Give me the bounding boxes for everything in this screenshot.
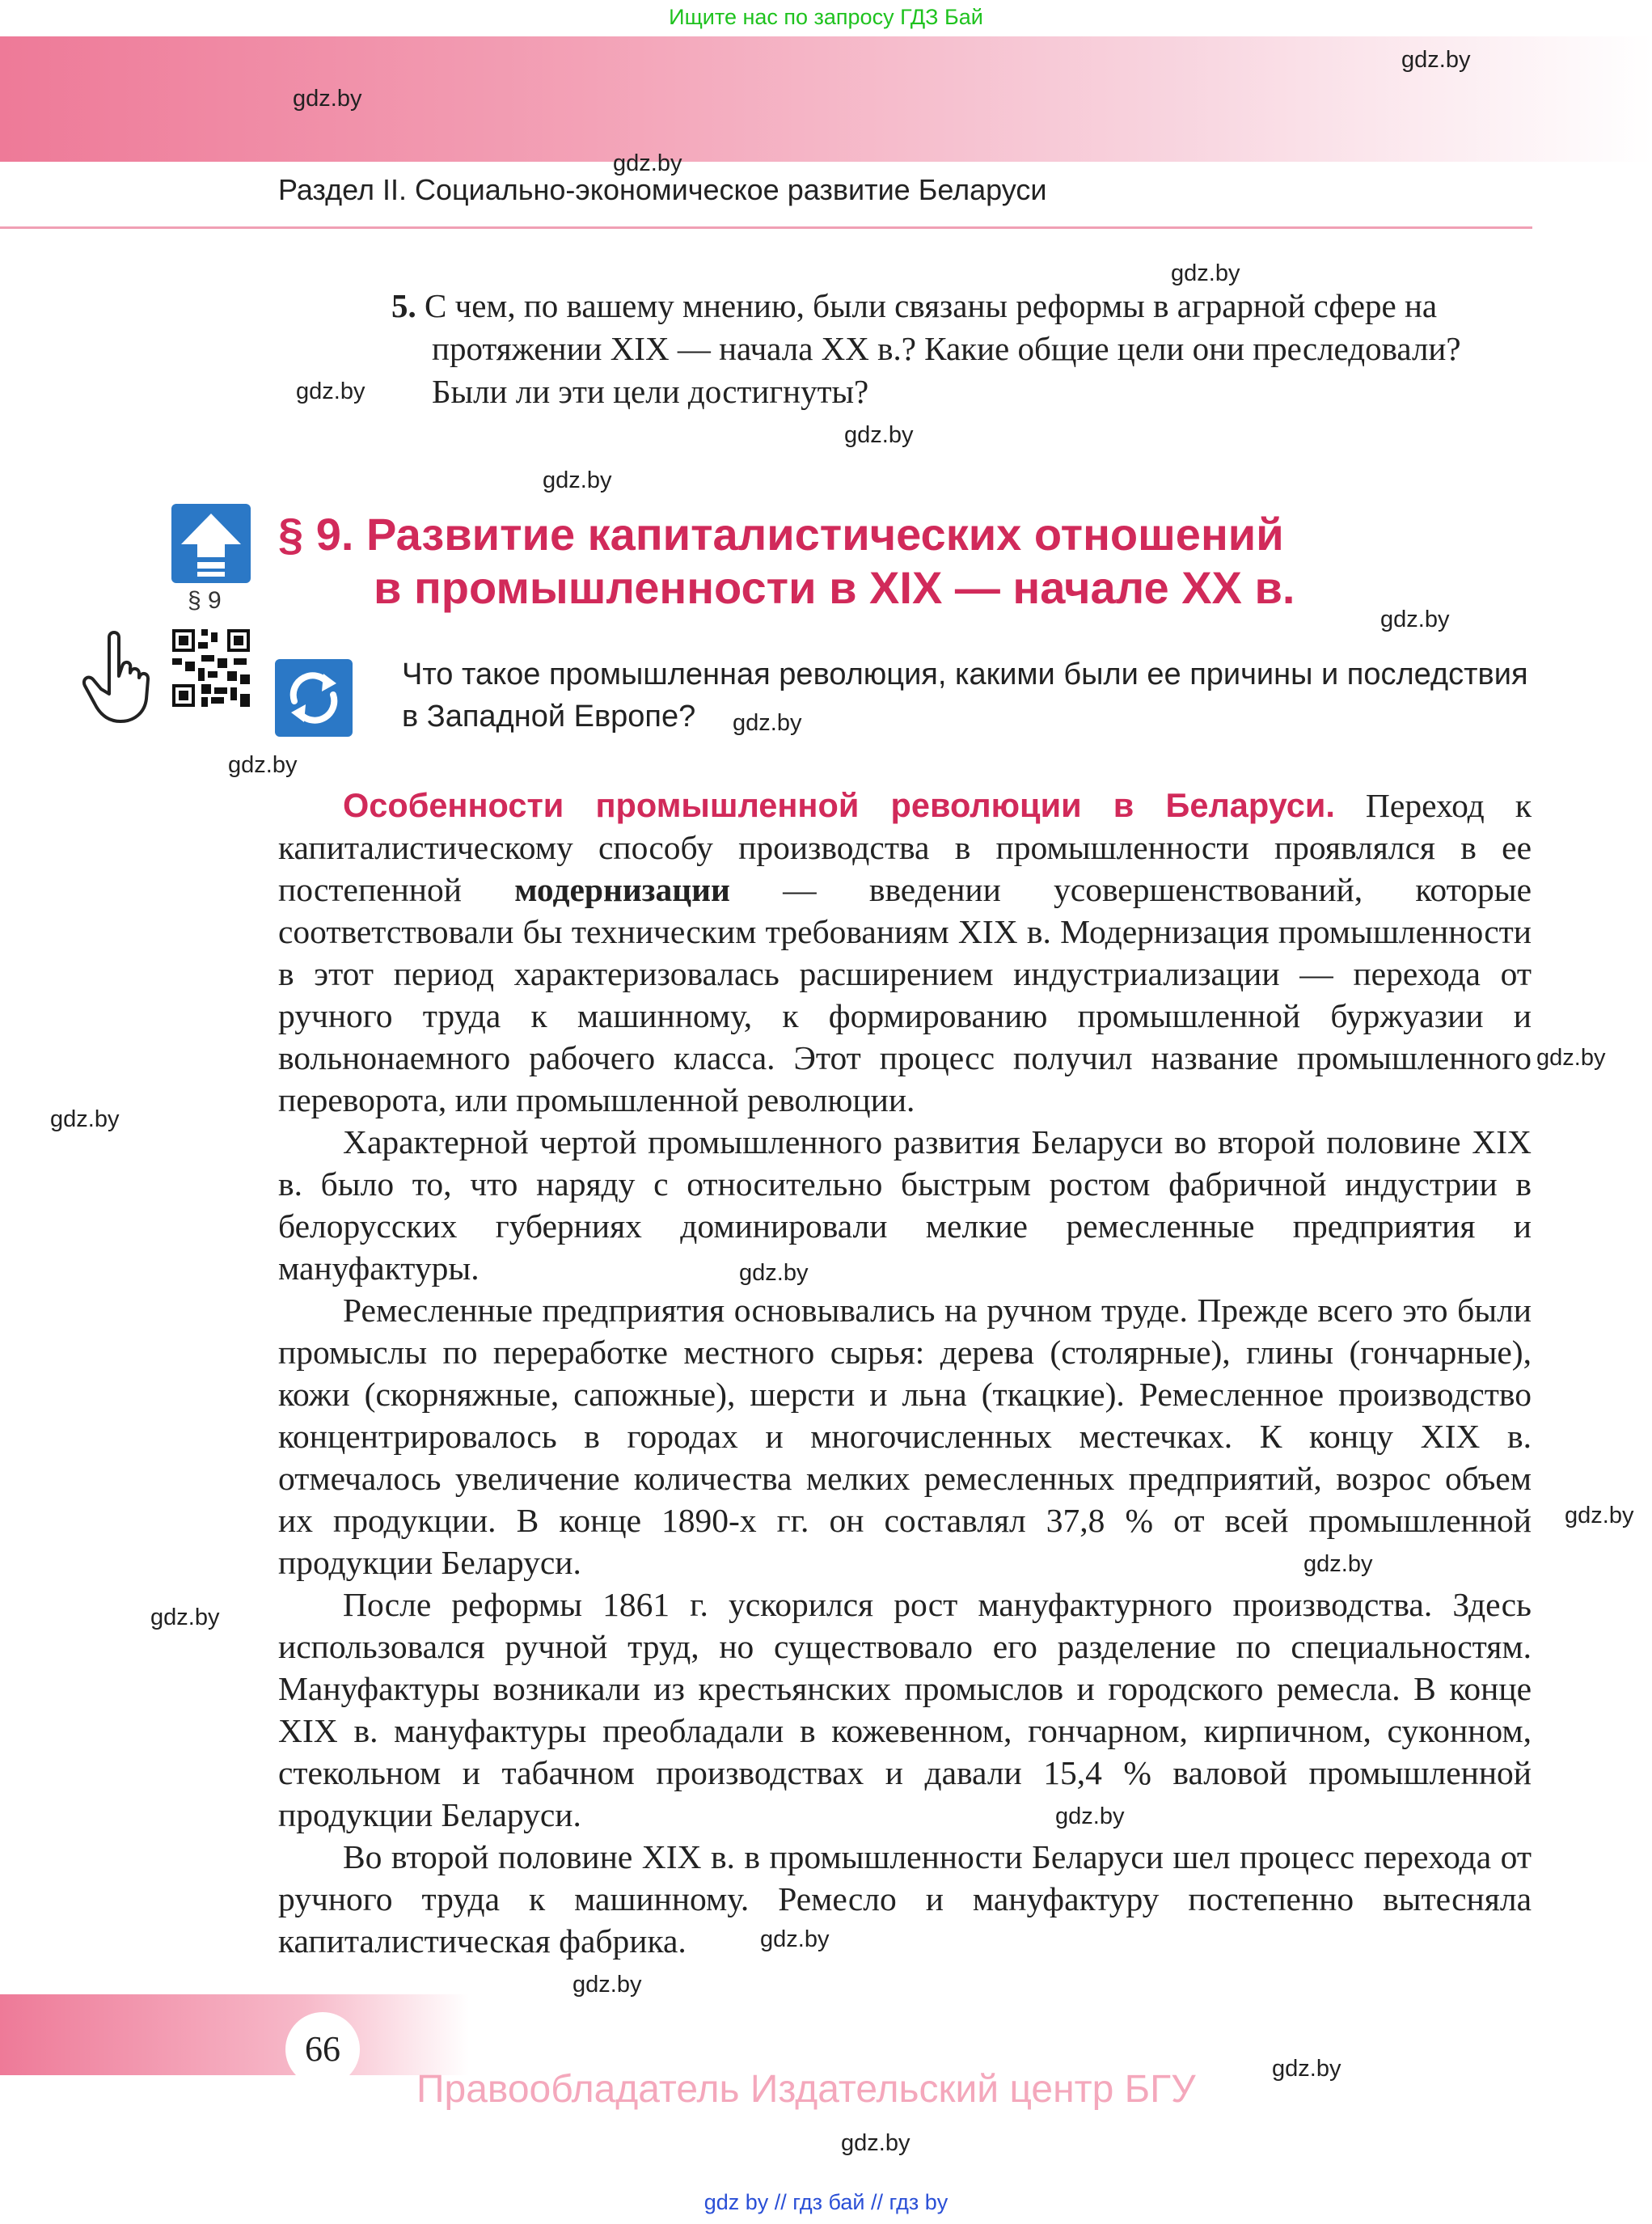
refresh-icon[interactable]: [275, 659, 353, 737]
top-banner[interactable]: Ищите нас по запросу ГДЗ Бай: [669, 5, 983, 29]
watermark: gdz.by: [1055, 1803, 1125, 1829]
title-line-1: § 9. Развитие капиталистических отношений: [278, 509, 1284, 560]
watermark: gdz.by: [1171, 260, 1240, 286]
footer-band: [0, 1994, 469, 2075]
watermark: gdz.by: [1401, 47, 1471, 73]
watermark: gdz.by: [1380, 607, 1450, 632]
watermark: gdz.by: [739, 1260, 809, 1286]
pointing-hand-icon: [77, 629, 166, 726]
watermark: gdz.by: [760, 1926, 830, 1952]
watermark: gdz.by: [228, 752, 298, 778]
title-line-2: в промышленности в XIX — начале XX в.: [374, 562, 1295, 613]
body-paragraph: После реформы 1861 г. ускорился рост мануфактурного производства. Здесь использовался ручной труд, но существовало его разделение по специальностям. Мануфактуры возникали из крестьянских промыслов и городского ремесла. В конце XIX в. мануфактуры преобладали в кожевенном, гончарном, кирпичном, суконном, стекольном и табачном производствах и давали 15,4 % валовой промышленной продукции Беларуси.: [278, 1586, 1532, 1833]
arrow-icon-label: § 9: [188, 587, 222, 614]
intro-question: Что такое промышленная революция, какими были ее причины и последствия в Западной Европе?: [402, 657, 1528, 734]
body-text: [278, 784, 1532, 1962]
watermark: gdz.by: [543, 467, 612, 493]
body-paragraph: Во второй половине XIX в. в промышленности Беларуси шел процесс перехода от ручного труда к машинному. Ремесло и мануфактуру постепенно вытесняла капиталистическая фабрика.: [278, 1838, 1532, 1960]
watermark: gdz.by: [50, 1106, 120, 1132]
watermark: gdz.by: [296, 378, 365, 404]
page-number: 66: [285, 2012, 360, 2087]
up-arrow-icon[interactable]: [171, 504, 251, 583]
watermark: gdz.by: [293, 86, 362, 112]
watermark: gdz.by: [844, 422, 914, 448]
subheading: Особенности промышленной революции в Беларуси.: [343, 786, 1335, 824]
watermark: gdz.by: [1272, 2056, 1341, 2082]
watermark: gdz.by: [1565, 1503, 1634, 1528]
body-paragraph: Характерной чертой промышленного развития Беларуси во второй половине XIX в. было то, что наряду с относительно быстрым ростом фабричной индустрии в белорусских губерниях доминировали мелкие ремесленные предприятия и мануфактуры.: [278, 1123, 1532, 1287]
bold-term: модернизации: [514, 871, 730, 908]
watermark: gdz.by: [841, 2130, 911, 2156]
watermark: gdz.by: [150, 1605, 220, 1630]
text-run: Переход к капиталистическому способу производства в промышленности проявлялся в ее постепенной: [278, 787, 1532, 908]
watermark: gdz.by: [733, 710, 802, 736]
watermark: gdz.by: [1536, 1045, 1606, 1071]
paragraph-title: [278, 508, 1426, 615]
watermark: gdz.by: [1303, 1551, 1373, 1577]
header-divider: [0, 226, 1532, 229]
question-5: [391, 285, 1532, 413]
footer-links[interactable]: gdz by // гдз бай // гдз by: [703, 2190, 949, 2214]
text-run: — введении усовершенствований, которые соответствовали бы техническим требованиям XIX в. Модернизация промышленности в этот период характеризовалась расширением индустриализации — перехода от ручного труда к машинному, к формированию промышленной буржуазии и вольнонаемного рабочего класса. Этот процесс получил название промышленного переворота, или промышленной революции.: [278, 871, 1532, 1118]
qr-code-icon[interactable]: [172, 629, 250, 707]
section-header: Раздел II. Социально-экономическое развитие Беларуси: [278, 173, 1047, 206]
watermark: gdz.by: [613, 150, 682, 176]
watermark: gdz.by: [572, 1972, 642, 1998]
copyright-notice: Правообладатель Издательский центр БГУ: [416, 2068, 1196, 2111]
body-paragraph: [278, 784, 1532, 1121]
question-text: С чем, по вашему мнению, были связаны реформы в аграрной сфере на протяжении XIX — начала XX в.? Какие общие цели они преследовали? Были ли эти цели достигнуты?: [425, 287, 1461, 410]
body-paragraph: Ремесленные предприятия основывались на ручном труде. Прежде всего это были промыслы по переработке местного сырья: дерева (столярные), глины (гончарные), кожи (скорняжные, сапожные), шерсти и льна (ткацкие). Ремесленное производство концентрировалось в городах и многочисленных местечках. К концу XIX в. отмечалось увеличение количества мелких ремесленных предприятий, возрос объем их продукции. В конце 1890-х гг. он составлял 37,8 % от всей промышленной продукции Беларуси.: [278, 1292, 1532, 1581]
question-number: 5.: [391, 287, 416, 324]
